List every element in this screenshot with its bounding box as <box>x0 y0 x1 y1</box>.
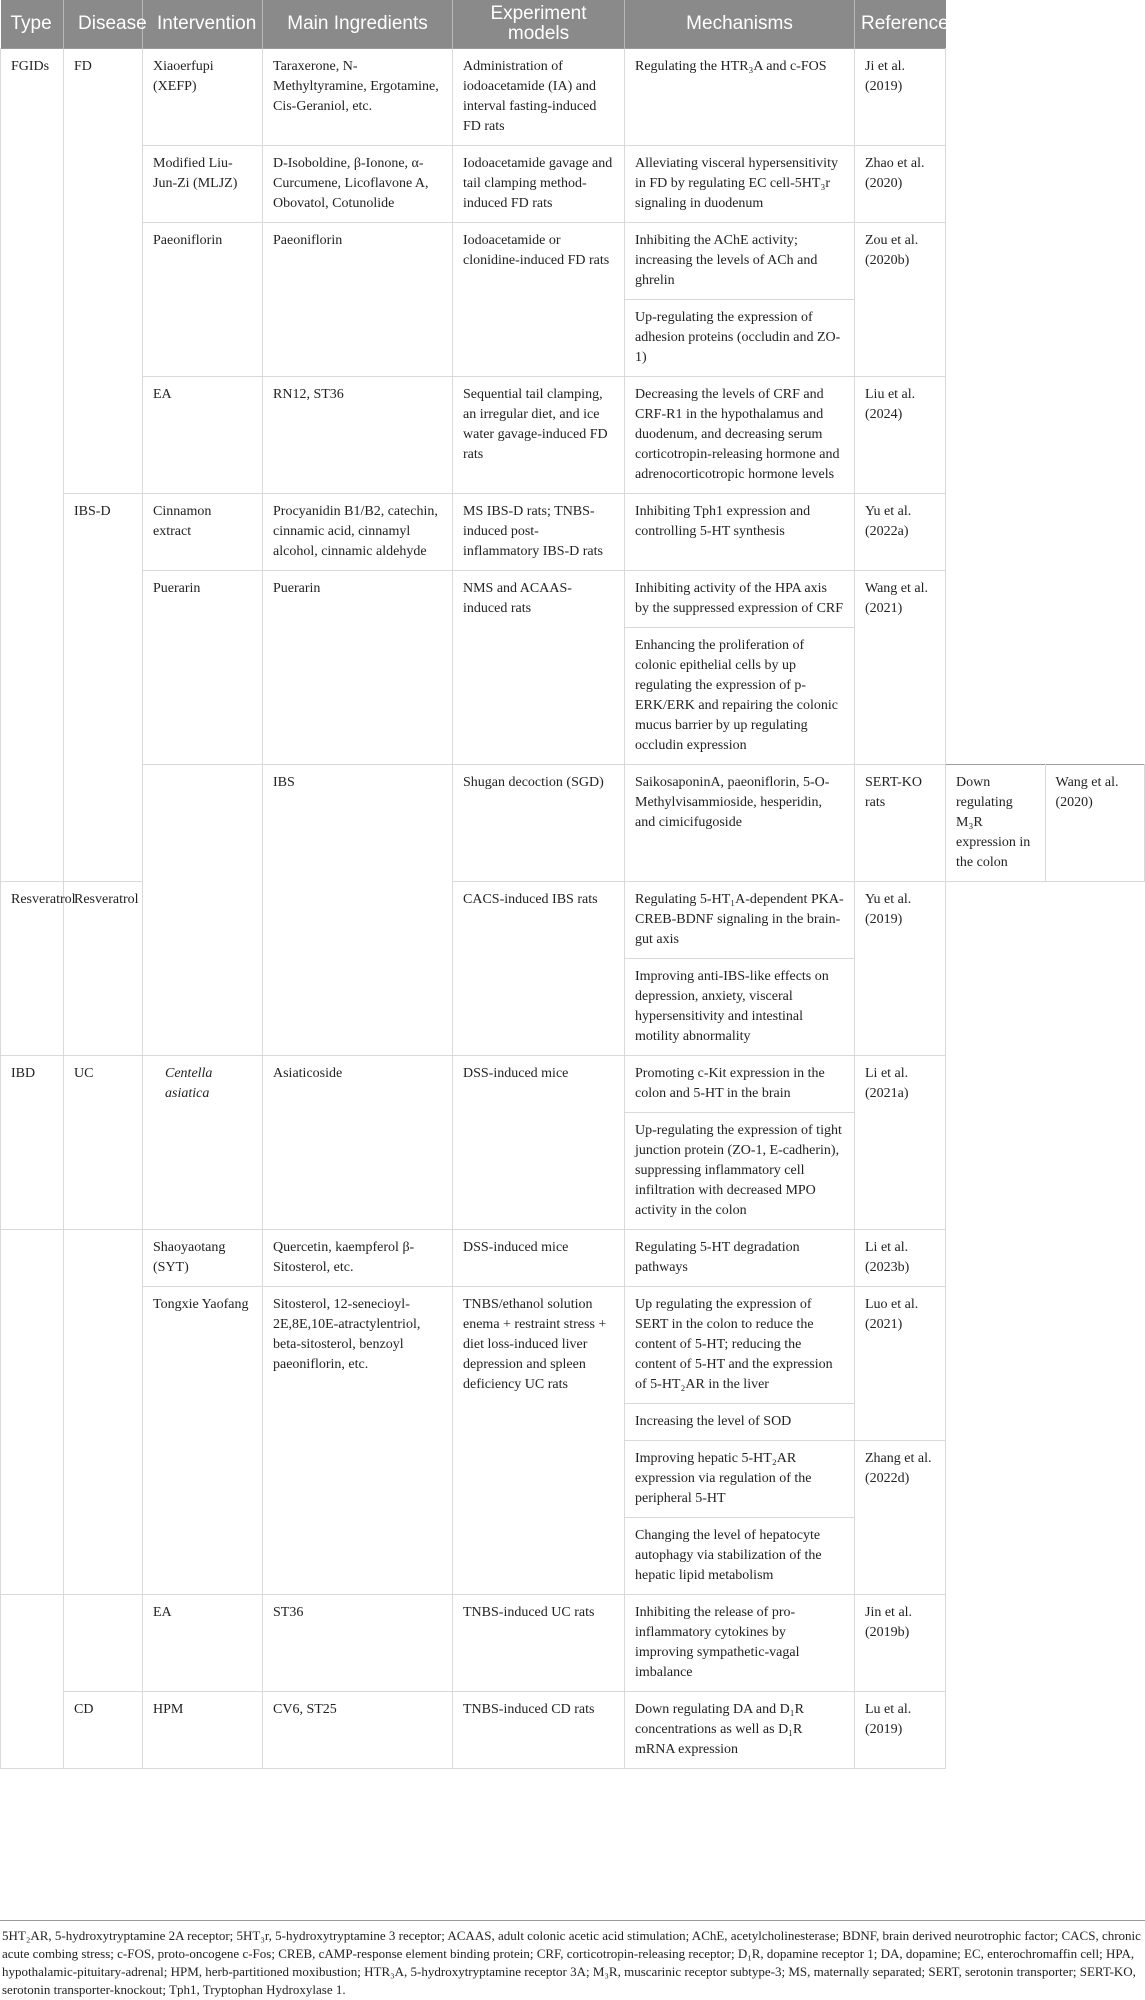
cell-ingredients: ST36 <box>263 1595 453 1692</box>
header-mechanisms: Mechanisms <box>625 0 855 49</box>
cell-reference: Zhao et al. (2020) <box>855 146 946 223</box>
cell-disease: CD <box>64 1692 143 1769</box>
cell-mechanism: Alleviating visceral hypersensitivity in FD by regulating EC cell-5HT₃r signaling in duodenum <box>625 146 855 223</box>
header-experiment-models: Experiment models <box>453 0 625 49</box>
cell-model: CACS-induced IBS rats <box>453 882 625 1056</box>
cell-type: FGIDs <box>1 49 64 882</box>
table-row <box>1 765 1145 882</box>
table-row <box>1 1595 1145 1692</box>
cell-mechanism: Regulating 5-HT degradation pathways <box>625 1230 855 1287</box>
header-main-ingredients: Main Ingredients <box>263 0 453 49</box>
cell-reference: Luo et al. (2021) <box>855 1287 946 1441</box>
cell-reference: Jin et al. (2019b) <box>855 1595 946 1692</box>
cell-mechanism: Decreasing the levels of CRF and CRF-R1 in the hypothalamus and duodenum, and decreasing serum corticotropin-releasing hormone and adrenocorticotropic hormone levels <box>625 377 855 494</box>
cell-mechanism: Inhibiting activity of the HPA axis by the suppressed expression of CRF <box>625 571 855 628</box>
cell-type: IBD <box>1 1056 64 1230</box>
cell-mechanism: Up-regulating the expression of tight junction protein (ZO-1, E-cadherin), suppressing inflammatory cell infiltration with decreased MPO activity in the colon <box>625 1113 855 1230</box>
cell-disease: IBS <box>263 765 453 1056</box>
cell-mechanism: Increasing the level of SOD <box>625 1404 855 1441</box>
cell-intervention: Resveratrol <box>1 882 64 1056</box>
table-row <box>1 494 1145 571</box>
cell-ingredients: D-Isoboldine, β-Ionone, α-Curcumene, Licoflavone A, Obovatol, Cotunolide <box>263 146 453 223</box>
table-footnote: 5HT₂AR, 5-hydroxytryptamine 2A receptor; 5HT₃r, 5-hydroxytryptamine 3 receptor; ACAAS, adult colonic acetic acid stimulation; AChE, acetylcholinesterase; BDNF, brain derived neurotrophic factor; CACS, chronic acute combing stress; c-FOS, proto-oncogene c-Fos; CREB, cAMP-response element binding protein; CRF, corticotropin-releasing receptor; D₁R, dopamine receptor 1; DA, dopamine; EC, enterochromaffin cell; HPA, hypothalamic-pituitary-adrenal; HPM, herb-partitioned moxibustion; HTR₃A, 5-hydroxytryptamine receptor 3A; M₃R, muscarinic receptor subtype-3; MS, maternally separated; SERT, serotonin transporter; SERT-KO, serotonin transporter-knockout; Tph1, Tryptophan Hydroxylase 1. <box>0 1920 1145 1999</box>
cell-mechanism: Up regulating the expression of SERT in the colon to reduce the content of 5-HT; reducing the content of 5-HT and the expression of 5-HT₂AR in the liver <box>625 1287 855 1404</box>
cell-intervention: Tongxie Yaofang <box>143 1287 263 1595</box>
cell-intervention: Puerarin <box>143 571 263 765</box>
header-reference: Reference <box>855 0 946 49</box>
table-row <box>1 146 1145 223</box>
header-intervention: Intervention <box>143 0 263 49</box>
cell-model: NMS and ACAAS-induced rats <box>453 571 625 765</box>
table-row <box>1 223 1145 300</box>
cell-model: Administration of iodoacetamide (IA) and interval fasting-induced FD rats <box>453 49 625 146</box>
cell-type-empty <box>1 1230 64 1595</box>
cell-type-empty <box>143 765 263 1056</box>
cell-reference: Lu et al. (2019) <box>855 1692 946 1769</box>
cell-disease: UC <box>64 1056 143 1230</box>
table-row <box>1 1056 1145 1113</box>
cell-intervention: HPM <box>143 1692 263 1769</box>
cell-mechanism: Down regulating M₃R expression in the colon <box>946 765 1046 882</box>
cell-mechanism: Down regulating DA and D₁R concentrations as well as D₁R mRNA expression <box>625 1692 855 1769</box>
cell-disease-empty <box>64 1595 143 1692</box>
table-row <box>1 49 1145 146</box>
cell-model: Iodoacetamide gavage and tail clamping method-induced FD rats <box>453 146 625 223</box>
table-body <box>1 49 1145 1769</box>
cell-reference: Liu et al. (2024) <box>855 377 946 494</box>
cell-intervention: Paeoniflorin <box>143 223 263 377</box>
cell-intervention: EA <box>143 377 263 494</box>
cell-ingredients: Paeoniflorin <box>263 223 453 377</box>
table-header <box>1 0 1145 49</box>
cell-intervention: Shaoyaotang (SYT) <box>143 1230 263 1287</box>
cell-intervention: Modified Liu-Jun-Zi (MLJZ) <box>143 146 263 223</box>
cell-disease: FD <box>64 49 143 494</box>
header-type: Type <box>1 0 64 49</box>
cell-model: DSS-induced mice <box>453 1056 625 1230</box>
cell-ingredients: Resveratrol <box>64 882 143 1056</box>
cell-ingredients: Taraxerone, N-Methyltyramine, Ergotamine, Cis-Geraniol, etc. <box>263 49 453 146</box>
cell-mechanism: Promoting c-Kit expression in the colon and 5-HT in the brain <box>625 1056 855 1113</box>
cell-ingredients: Quercetin, kaempferol β-Sitosterol, etc. <box>263 1230 453 1287</box>
table-row <box>1 571 1145 628</box>
cell-model: DSS-induced mice <box>453 1230 625 1287</box>
cell-ingredients: Procyanidin B1/B2, catechin, cinnamic acid, cinnamyl alcohol, cinnamic aldehyde <box>263 494 453 571</box>
cell-intervention: Xiaoerfupi (XEFP) <box>143 49 263 146</box>
cell-mechanism: Inhibiting the AChE activity; increasing the levels of ACh and ghrelin <box>625 223 855 300</box>
cell-model: TNBS/ethanol solution enema + restraint stress + diet loss-induced liver depression and spleen deficiency UC rats <box>453 1287 625 1595</box>
header-row <box>1 0 1145 49</box>
cell-mechanism: Improving hepatic 5-HT₂AR expression via regulation of the peripheral 5-HT <box>625 1441 855 1518</box>
cell-ingredients: Asiaticoside <box>263 1056 453 1230</box>
cell-model: Sequential tail clamping, an irregular diet, and ice water gavage-induced FD rats <box>453 377 625 494</box>
cell-ingredients: Sitosterol, 12-senecioyl-2E,8E,10E-atractylentriol, beta-sitosterol, benzoyl paeoniflorin, etc. <box>263 1287 453 1595</box>
cell-reference: Zou et al. (2020b) <box>855 223 946 377</box>
cell-model: TNBS-induced UC rats <box>453 1595 625 1692</box>
cell-reference: Zhang et al. (2022d) <box>855 1441 946 1595</box>
header-disease: Disease <box>64 0 143 49</box>
cell-intervention: Cinnamon extract <box>143 494 263 571</box>
table-row <box>1 1230 1145 1287</box>
cell-mechanism: Regulating 5-HT₁A-dependent PKA-CREB-BDNF signaling in the brain-gut axis <box>625 882 855 959</box>
cell-reference: Wang et al. (2020) <box>1045 765 1145 882</box>
cell-disease: IBS-D <box>64 494 143 882</box>
cell-ingredients: RN12, ST36 <box>263 377 453 494</box>
cell-model: SERT-KO rats <box>855 765 946 882</box>
cell-mechanism: Enhancing the proliferation of colonic epithelial cells by up regulating the expression of p-ERK/ERK and repairing the colonic mucus barrier by up regulating occludin expression <box>625 628 855 765</box>
cell-mechanism: Changing the level of hepatocyte autophagy via stabilization of the hepatic lipid metabolism <box>625 1518 855 1595</box>
cell-reference: Li et al. (2021a) <box>855 1056 946 1230</box>
cell-mechanism: Up-regulating the expression of adhesion proteins (occludin and ZO-1) <box>625 300 855 377</box>
table-row <box>1 1692 1145 1769</box>
cell-ingredients: Puerarin <box>263 571 453 765</box>
cell-ingredients: CV6, ST25 <box>263 1692 453 1769</box>
cell-mechanism: Improving anti-IBS-like effects on depression, anxiety, visceral hypersensitivity and intestinal motility abnormality <box>625 959 855 1056</box>
table-row <box>1 1287 1145 1404</box>
cell-mechanism: Inhibiting the release of pro-inflammatory cytokines by improving sympathetic-vagal imbalance <box>625 1595 855 1692</box>
cell-reference: Yu et al. (2019) <box>855 882 946 1056</box>
cell-model: MS IBS-D rats; TNBS-induced post-inflammatory IBS-D rats <box>453 494 625 571</box>
cell-reference: Ji et al. (2019) <box>855 49 946 146</box>
cell-reference: Wang et al. (2021) <box>855 571 946 765</box>
cell-intervention: EA <box>143 1595 263 1692</box>
cell-mechanism: Inhibiting Tph1 expression and controlling 5-HT synthesis <box>625 494 855 571</box>
cell-mechanism: Regulating the HTR₃A and c-FOS <box>625 49 855 146</box>
cell-reference: Li et al. (2023b) <box>855 1230 946 1287</box>
cell-intervention: Centella asiatica <box>143 1056 263 1230</box>
cell-ingredients: SaikosaponinA, paeoniflorin, 5-O-Methylvisammioside, hesperidin, and cimicifugoside <box>625 765 855 882</box>
cell-model: TNBS-induced CD rats <box>453 1692 625 1769</box>
cell-model: Iodoacetamide or clonidine-induced FD rats <box>453 223 625 377</box>
table-row <box>1 377 1145 494</box>
cell-disease-empty <box>64 1230 143 1595</box>
cell-reference: Yu et al. (2022a) <box>855 494 946 571</box>
cell-intervention: Shugan decoction (SGD) <box>453 765 625 882</box>
cell-type-empty <box>1 1595 64 1769</box>
